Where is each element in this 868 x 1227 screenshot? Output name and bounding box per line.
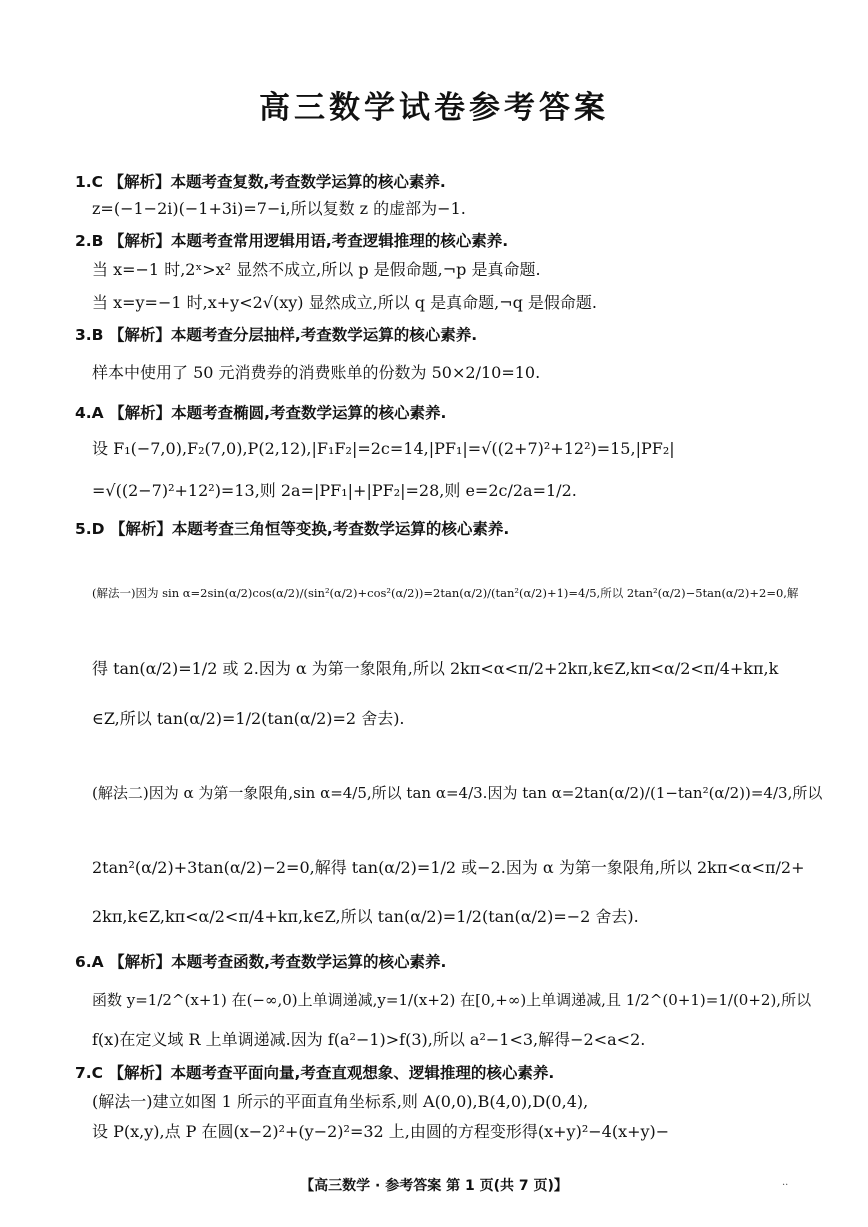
solution-line: 函数 y=1/2^(x+1) 在(−∞,0)上单调递减,y=1/(x+2) 在[0,+∞)上单调递减,且 1/2^(0+1)=1/(0+2),所以 (92, 991, 812, 1009)
solution-line: 当 x=−1 时,2ˣ>x² 显然不成立,所以 p 是假命题,¬p 是真命题. (92, 260, 541, 279)
solution-line: f(x)在定义域 R 上单调递减.因为 f(a²−1)>f(3),所以 a²−1<3,解得−2<a<2. (92, 1030, 646, 1049)
solution-line: 设 F₁(−7,0),F₂(7,0),P(2,12),|F₁F₂|=2c=14,|PF₁|=√((2+7)²+12²)=15,|PF₂| (92, 439, 675, 458)
solution-line: z=(−1−2i)(−1+3i)=7−i,所以复数 z 的虚部为−1. (92, 199, 466, 218)
page-footer: 【高三数学 · 参考答案 第 1 页(共 7 页)】 (300, 1178, 568, 1194)
question-heading: 3.B 【解析】本题考查分层抽样,考查数学运算的核心素养. (75, 326, 478, 344)
question-heading: 2.B 【解析】本题考查常用逻辑用语,考查逻辑推理的核心素养. (75, 232, 509, 250)
page-title: 高三数学试卷参考答案 (259, 90, 609, 126)
solution-line: 2tan²(α/2)+3tan(α/2)−2=0,解得 tan(α/2)=1/2 或−2.因为 α 为第一象限角,所以 2kπ<α<π/2+ (92, 858, 805, 877)
solution-line: ∈Z,所以 tan(α/2)=1/2(tan(α/2)=2 舍去). (92, 709, 405, 728)
page-mark: ·· (782, 1180, 789, 1191)
solution-line: (解法二)因为 α 为第一象限角,sin α=4/5,所以 tan α=4/3.因为 tan α=2tan(α/2)/(1−tan²(α/2))=4/3,所以 (92, 784, 823, 802)
solution-line: 得 tan(α/2)=1/2 或 2.因为 α 为第一象限角,所以 2kπ<α<π/2+2kπ,k∈Z,kπ<α/2<π/4+kπ,k (92, 659, 779, 678)
question-heading: 1.C 【解析】本题考查复数,考查数学运算的核心素养. (75, 173, 446, 191)
question-heading: 6.A 【解析】本题考查函数,考查数学运算的核心素养. (75, 953, 447, 971)
solution-line: (解法一)因为 sin α=2sin(α/2)cos(α/2)/(sin²(α/2)+cos²(α/2))=2tan(α/2)/(tan²(α/2)+1)=4/5,所以 2tan²(α/2)−5tan(α/2)+2=0,解 (92, 586, 799, 600)
question-heading: 7.C 【解析】本题考查平面向量,考查直观想象、逻辑推理的核心素养. (75, 1064, 555, 1082)
solution-line: 2kπ,k∈Z,kπ<α/2<π/4+kπ,k∈Z,所以 tan(α/2)=1/2(tan(α/2)=−2 舍去). (92, 907, 639, 926)
question-heading: 4.A 【解析】本题考查椭圆,考查数学运算的核心素养. (75, 404, 447, 422)
solution-line: 当 x=y=−1 时,x+y<2√(xy) 显然成立,所以 q 是真命题,¬q 是假命题. (92, 293, 598, 312)
question-heading: 5.D 【解析】本题考查三角恒等变换,考查数学运算的核心素养. (75, 520, 510, 538)
solution-line: =√((2−7)²+12²)=13,则 2a=|PF₁|+|PF₂|=28,则 e=2c/2a=1/2. (92, 481, 577, 500)
solution-line: 样本中使用了 50 元消费券的消费账单的份数为 50×2/10=10. (92, 363, 541, 382)
solution-line: (解法一)建立如图 1 所示的平面直角坐标系,则 A(0,0),B(4,0),D(0,4), (92, 1092, 589, 1111)
solution-line: 设 P(x,y),点 P 在圆(x−2)²+(y−2)²=32 上,由圆的方程变形得(x+y)²−4(x+y)− (92, 1122, 670, 1141)
